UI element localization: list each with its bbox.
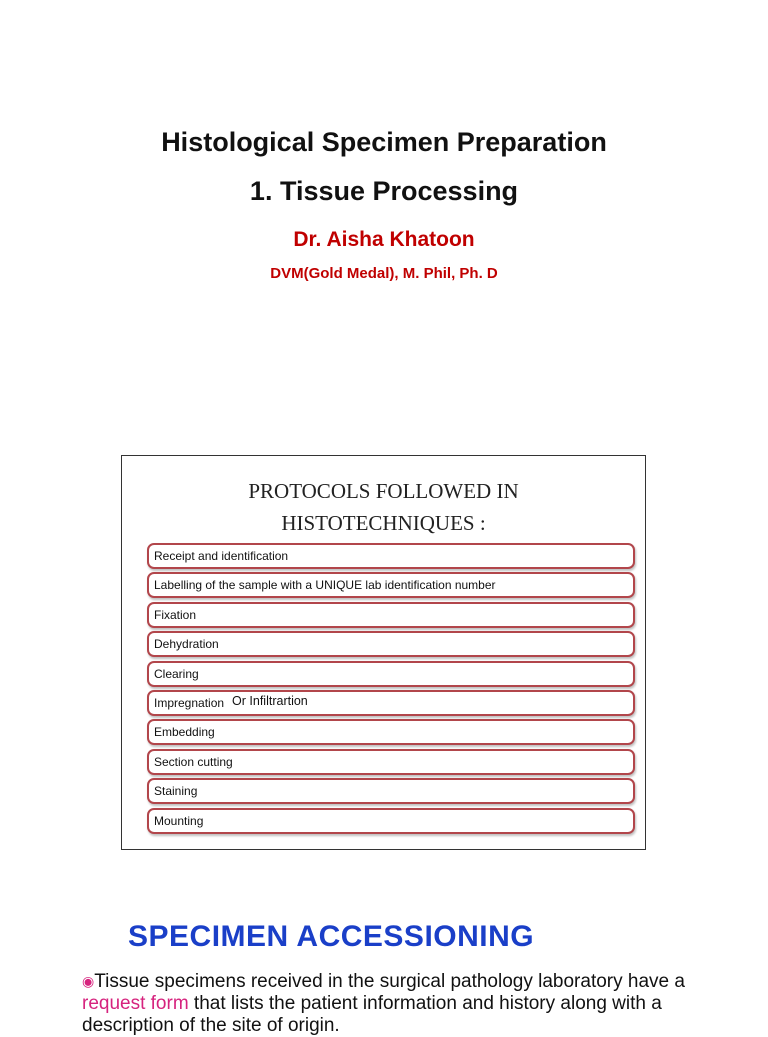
step-label: Section cutting (154, 754, 233, 769)
paragraph-text-end: that lists the patient information and history along with a description of the site of origin. (82, 993, 662, 1036)
protocol-step (147, 631, 635, 657)
page-title-line-1: Histological Specimen Preparation (161, 127, 607, 157)
section-paragraph (82, 971, 722, 1037)
protocol-step (147, 661, 635, 687)
author-name: Dr. Aisha Khatoon (293, 228, 475, 251)
step-label: Mounting (154, 813, 204, 828)
protocol-step (147, 719, 635, 745)
step-label: Impregnation (154, 695, 225, 710)
protocols-figure (121, 455, 646, 850)
step-label: Clearing (154, 666, 199, 681)
step-label: Fixation (154, 607, 197, 622)
page-title-line-2: 1. Tissue Processing (249, 176, 519, 206)
author-credentials: DVM(Gold Medal), M. Phil, Ph. D (270, 265, 498, 282)
step-label: Staining (154, 784, 198, 799)
figure-title-line-2: HISTOTECHNIQUES : (281, 511, 486, 535)
highlighted-term: request form (82, 993, 189, 1014)
protocol-step (147, 749, 635, 775)
step-label: Receipt and identification (154, 549, 289, 563)
protocol-step (147, 572, 635, 598)
protocol-step (147, 808, 635, 834)
figure-title-line-1: PROTOCOLS FOLLOWED IN (248, 479, 519, 503)
protocol-step (147, 602, 635, 628)
paragraph-text-start: Tissue specimens received in the surgical pathology laboratory have a (94, 971, 685, 992)
protocol-steps-list (147, 543, 635, 837)
step-note: Or Infiltrartion (232, 693, 308, 708)
step-label: Labelling of the sample with a UNIQUE lab identification number (154, 578, 496, 593)
section-heading: SPECIMEN ACCESSIONING (128, 920, 535, 953)
protocol-step (147, 543, 635, 569)
protocol-step (147, 690, 635, 716)
protocol-step (147, 778, 635, 804)
bullet-icon: ◉ (82, 973, 95, 989)
step-label: Dehydration (154, 637, 219, 652)
step-label: Embedding (154, 725, 215, 740)
